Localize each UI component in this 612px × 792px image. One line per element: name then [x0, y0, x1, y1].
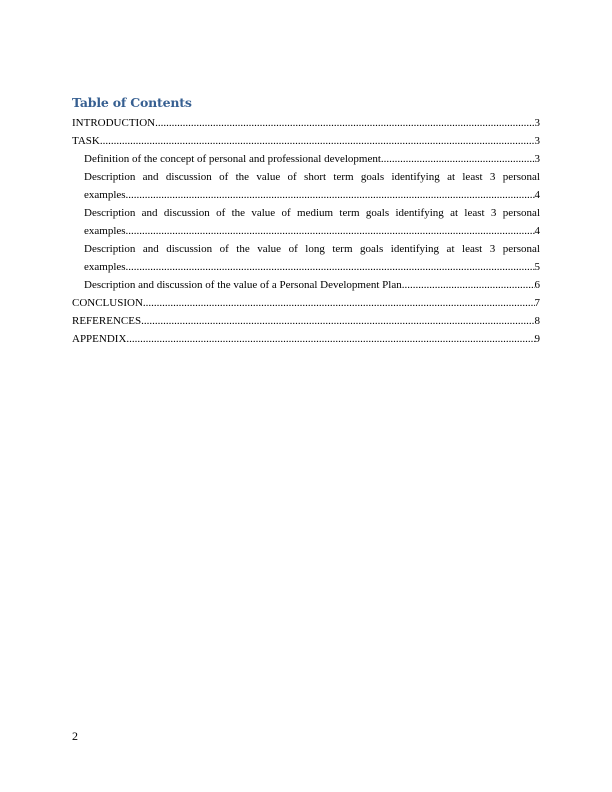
toc-entry-page: 9 [534, 333, 540, 345]
dot-leader [402, 276, 535, 294]
toc-entry-page: 3 [534, 153, 540, 165]
toc-entry-label-line1: Description and discussion of the value of medium term goals identifying at least 3 personal [84, 207, 540, 219]
toc-entry-conclusion[interactable] [72, 294, 540, 312]
dot-leader [126, 330, 534, 348]
toc-entry-label: CONCLUSION [72, 297, 143, 309]
toc-entry-page: 3 [534, 117, 540, 129]
toc-entry-page: 4 [534, 189, 540, 201]
toc-entry-introduction[interactable] [72, 114, 540, 132]
toc-entry-page: 3 [534, 135, 540, 147]
dot-leader [126, 186, 535, 204]
dot-leader [381, 150, 535, 168]
toc-entry-medium-term-goals[interactable] [72, 204, 540, 240]
toc-entry-label-line2: examples [84, 225, 126, 237]
page-number: 2 [72, 729, 78, 743]
toc-entry-label: INTRODUCTION [72, 117, 156, 129]
dot-leader [126, 222, 535, 240]
toc-entry-definition[interactable] [72, 150, 540, 168]
toc-entry-page: 5 [534, 261, 540, 273]
toc-entry-label-line1: Description and discussion of the value of short term goals identifying at least 3 personal [84, 171, 540, 183]
toc-entry-label: Definition of the concept of personal and professional development [84, 153, 381, 165]
toc-entry-label-line2: examples [84, 189, 126, 201]
table-of-contents [72, 114, 540, 348]
toc-entry-page: 7 [534, 297, 540, 309]
toc-entry-task[interactable] [72, 132, 540, 150]
dot-leader [141, 312, 534, 330]
toc-entry-page: 6 [534, 279, 540, 291]
toc-entry-long-term-goals[interactable] [72, 240, 540, 276]
dot-leader [143, 294, 535, 312]
toc-entry-label-line2: examples [84, 261, 126, 273]
toc-entry-page: 8 [534, 315, 540, 327]
dot-leader [100, 132, 535, 150]
toc-entry-label: APPENDIX [72, 333, 127, 345]
toc-entry-appendix[interactable] [72, 330, 540, 348]
toc-entry-short-term-goals[interactable] [72, 168, 540, 204]
toc-entry-label: REFERENCES [72, 315, 142, 327]
toc-title: Table of Contents [72, 95, 192, 110]
toc-entry-references[interactable] [72, 312, 540, 330]
toc-entry-label-line1: Description and discussion of the value of long term goals identifying at least 3 personal [84, 243, 540, 255]
dot-leader [155, 114, 534, 132]
toc-entry-page: 4 [534, 225, 540, 237]
dot-leader [126, 258, 535, 276]
toc-entry-label: Description and discussion of the value of a Personal Development Plan [84, 279, 402, 291]
toc-entry-pdp[interactable] [72, 276, 540, 294]
toc-entry-label: TASK [72, 135, 100, 147]
